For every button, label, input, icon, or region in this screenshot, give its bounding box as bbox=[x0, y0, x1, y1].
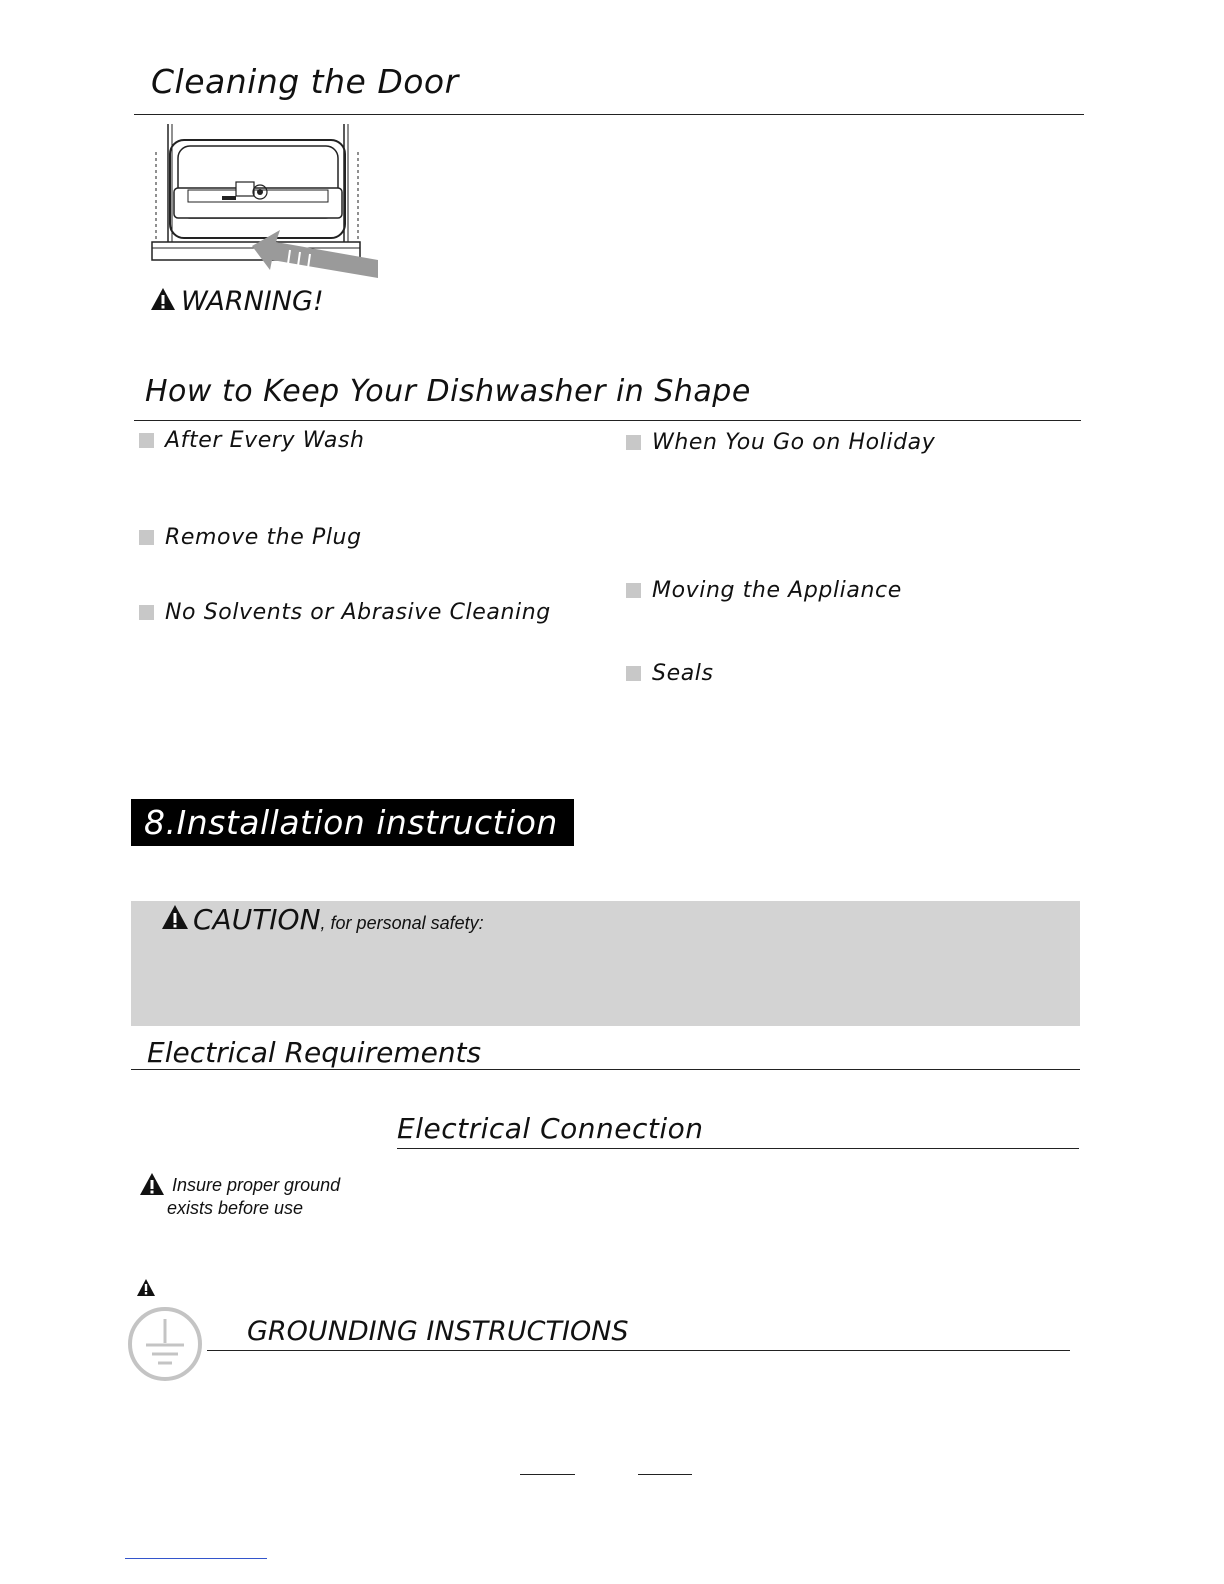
bullet-icon bbox=[626, 435, 641, 450]
keep-shape-divider bbox=[134, 420, 1081, 421]
list-item bbox=[139, 600, 551, 625]
list-item-label: When You Go on Holiday bbox=[652, 430, 936, 455]
electrical-connection-divider bbox=[397, 1148, 1079, 1149]
warning-triangle-icon bbox=[150, 287, 176, 316]
ground-symbol-icon bbox=[126, 1305, 204, 1383]
grounding-instructions-title: GROUNDING INSTRUCTIONS bbox=[247, 1316, 629, 1347]
list-item bbox=[139, 525, 362, 550]
list-item bbox=[139, 428, 365, 453]
warning-triangle-icon bbox=[139, 1172, 165, 1201]
footer-rule-left bbox=[520, 1474, 575, 1475]
cleaning-door-title: Cleaning the Door bbox=[151, 62, 459, 101]
footer-link-underline bbox=[125, 1558, 267, 1559]
bullet-icon bbox=[626, 666, 641, 681]
warning-label bbox=[150, 286, 324, 317]
warning-text: WARNING! bbox=[181, 286, 324, 317]
caution-label: CAUTION bbox=[193, 903, 321, 936]
keep-shape-title: How to Keep Your Dishwasher in Shape bbox=[145, 374, 751, 409]
electrical-requirements-divider bbox=[131, 1069, 1080, 1070]
list-item-label: Seals bbox=[652, 661, 714, 686]
list-item bbox=[626, 661, 714, 686]
bullet-icon bbox=[139, 530, 154, 545]
list-item-label: After Every Wash bbox=[165, 428, 365, 453]
list-item-label: Remove the Plug bbox=[165, 525, 362, 550]
electrical-requirements-title: Electrical Requirements bbox=[147, 1036, 482, 1069]
electrical-connection-title: Electrical Connection bbox=[397, 1112, 704, 1145]
bullet-icon bbox=[139, 433, 154, 448]
installation-section-title: 8.Installation instruction bbox=[131, 799, 574, 846]
warning-triangle-icon bbox=[136, 1278, 156, 1302]
list-item bbox=[626, 430, 935, 455]
list-item-label: Moving the Appliance bbox=[652, 578, 902, 603]
cleaning-door-divider bbox=[134, 114, 1084, 115]
caution-heading bbox=[161, 903, 484, 936]
grounding-instructions-divider bbox=[207, 1350, 1070, 1351]
footer-rule-right bbox=[638, 1474, 692, 1475]
list-item-label: No Solvents or Abrasive Cleaning bbox=[165, 600, 551, 625]
ground-note-line-1: Insure proper ground bbox=[172, 1175, 341, 1195]
warning-triangle-icon bbox=[161, 904, 189, 935]
bullet-icon bbox=[626, 583, 641, 598]
caution-suffix: , for personal safety: bbox=[320, 913, 484, 933]
bullet-icon bbox=[139, 605, 154, 620]
list-item bbox=[626, 578, 902, 603]
ground-note-line-2: exists before use bbox=[167, 1198, 304, 1218]
arrow-icon bbox=[250, 230, 380, 282]
